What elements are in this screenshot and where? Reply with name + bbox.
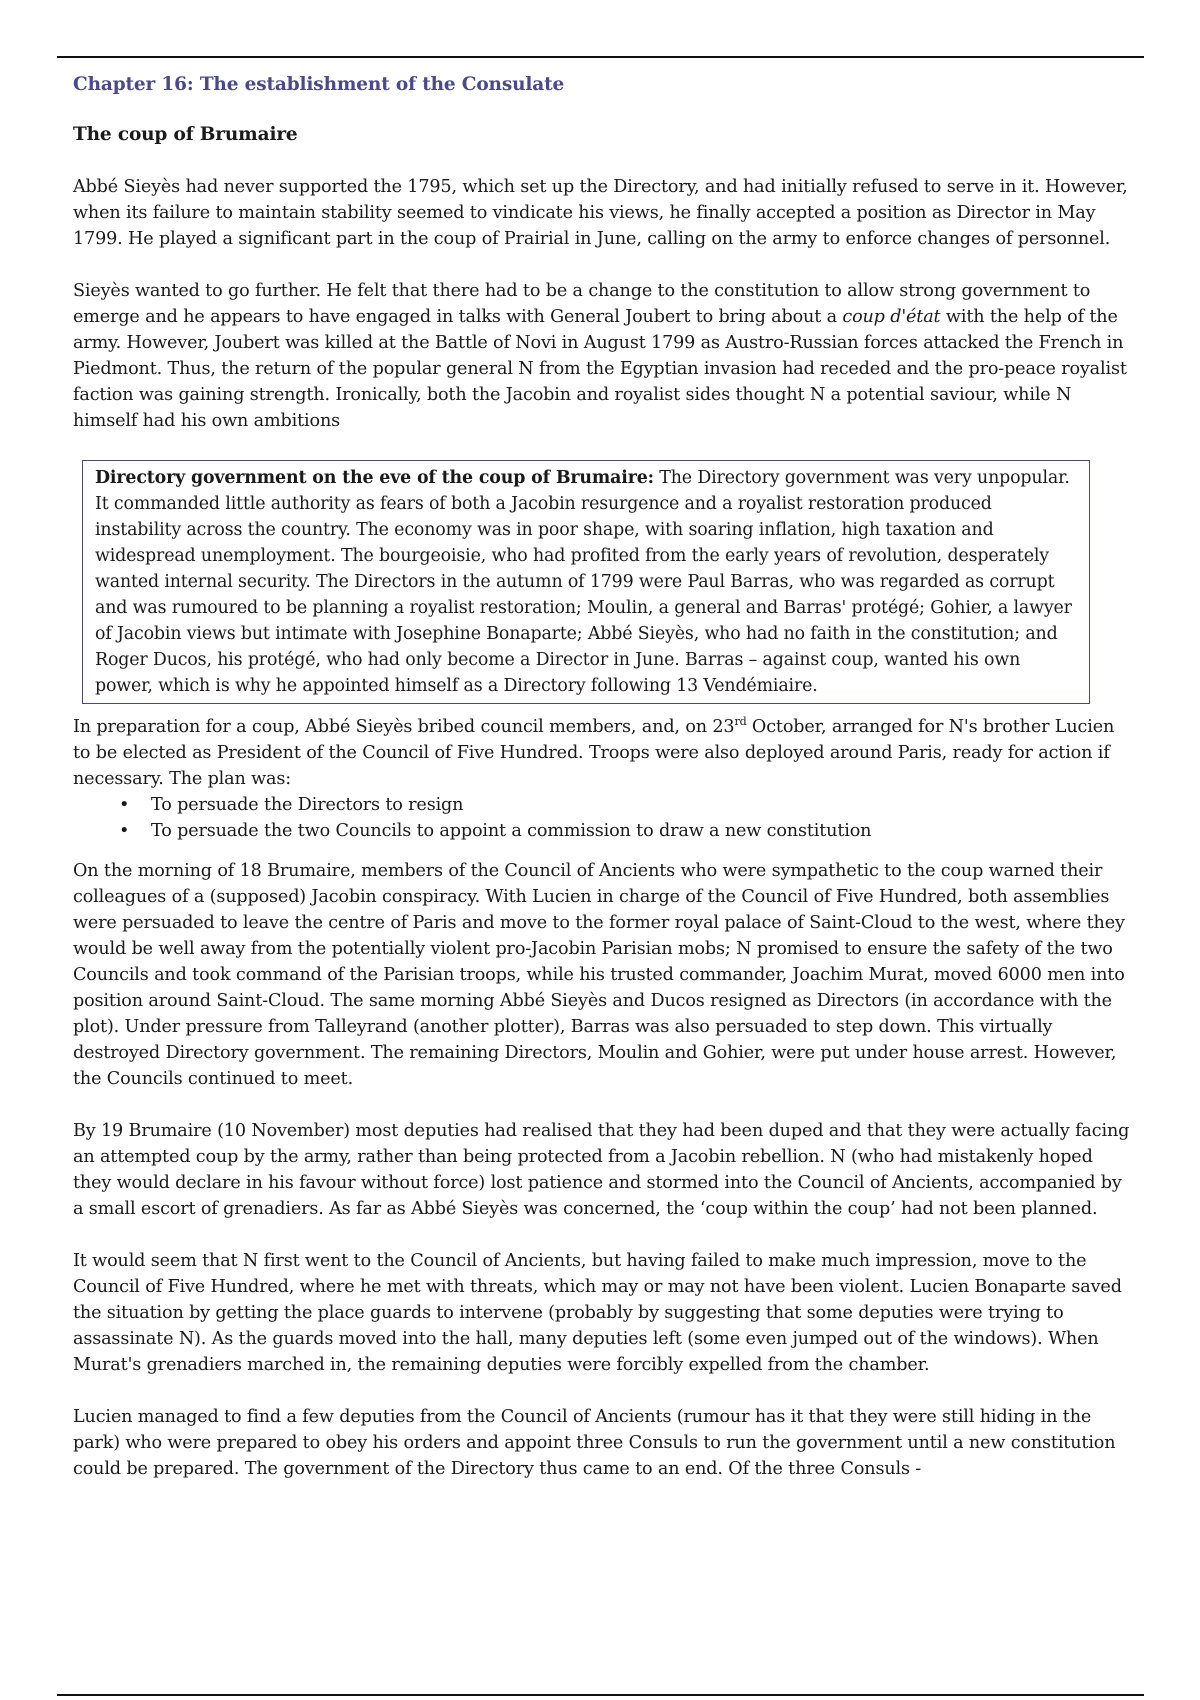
list-item-text: To persuade the two Councils to appoint a commission to draw a new constitution xyxy=(151,821,872,841)
paragraph-text: Sieyès wanted to go further. He felt that there had to be a change to the constitution to allow strong government to emerge and he appears to have engaged in talks with General Joubert to bring about a xyxy=(73,281,1091,327)
bullet-icon: • xyxy=(119,795,130,815)
paragraph-text: October, arranged for N's brother Lucien to be elected as President of the Council of Five Hundred. Troops were also deployed around Paris, ready for action if necessary. The plan was: xyxy=(73,717,1115,789)
ordinal-suffix: rd xyxy=(734,715,747,729)
top-rule xyxy=(57,56,1144,58)
paragraph-19-brumaire: By 19 Brumaire (10 November) most deputies had realised that they had been duped and that they were actually facing an attempted coup by the army, rather than being protected from a Jacobin rebellion. N (who had mistakenly hoped they would declare in his favour without force) lost patience and stormed into the Council of Ancients, accompanied by a small escort of grenadiers. As far as Abbé Sieyès was concerned, the ‘coup within the coup’ had not been planned. xyxy=(73,1121,1130,1219)
list-item xyxy=(119,792,1133,818)
section-title: The coup of Brumaire xyxy=(73,124,298,145)
italic-term: coup d'état xyxy=(842,307,941,327)
paragraph-18-brumaire: On the morning of 18 Brumaire, members of the Council of Ancients who were sympathetic to the coup warned their colleagues of a (supposed) Jacobin conspiracy. With Lucien in charge of the Council of Five Hundred, both assemblies were persuaded to leave the centre of Paris and move to the former royal palace of Saint-Cloud to the west, where they would be well away from the potentially violent pro-Jacobin Parisian mobs; N promised to ensure the safety of the two Councils and took command of the Parisian troops, while his trusted commander, Joachim Murat, moved 6000 men into position around Saint-Cloud. The same morning Abbé Sieyès and Ducos resigned as Directors (in accordance with the plot). Under pressure from Talleyrand (another plotter), Barras was also persuaded to step down. This virtually destroyed Directory government. The remaining Directors, Moulin and Gohier, were put under house arrest. However, the Councils continued to meet. xyxy=(73,861,1125,1089)
directory-info-box xyxy=(82,460,1090,704)
paragraph-councils: It would seem that N first went to the Council of Ancients, but having failed to make much impression, move to the Council of Five Hundred, where he met with threats, which may or may not have been violent. Lucien Bonaparte saved the situation by getting the place guards to intervene (probably by suggesting that some deputies were trying to assassinate N). As the guards moved into the hall, many deputies left (some even jumped out of the windows). When Murat's grenadiers marched in, the remaining deputies were forcibly expelled from the chamber. xyxy=(73,1251,1122,1375)
list-item xyxy=(119,818,1133,844)
box-text: The Directory government was very unpopular. It commanded little authority as fears of both a Jacobin resurgence and a royalist restoration produced instability across the country. The economy was in poor shape, with soaring inflation, high taxation and widespread unemployment. The bourgeoisie, who had profited from the early years of revolution, desperately wanted internal security. The Directors in the autumn of 1799 were Paul Barras, who was regarded as corrupt and was rumoured to be planning a royalist restoration; Moulin, a general and Barras' protégé; Gohier, a lawyer of Jacobin views but intimate with Josephine Bonaparte; Abbé Sieyès, who had no faith in the constitution; and Roger Ducos, his protégé, who had only become a Director in June. Barras – against coup, wanted his own power, which is why he appointed himself as a Directory following 13 Vendémiaire. xyxy=(95,468,1072,696)
paragraph-consuls: Lucien managed to find a few deputies from the Council of Ancients (rumour has it that they were still hiding in the park) who were prepared to obey his orders and appoint three Consuls to run the government until a new constitution could be prepared. The government of the Directory thus came to an end. Of the three Consuls - xyxy=(73,1407,1116,1479)
plan-list xyxy=(73,792,1133,844)
list-item-text: To persuade the Directors to resign xyxy=(151,795,464,815)
paragraph-coup-preparation xyxy=(73,714,1133,792)
paragraph-sieyes-plans xyxy=(73,278,1133,434)
bottom-rule xyxy=(57,1694,1144,1696)
paragraph-text: with the help of the army. However, Joubert was killed at the Battle of Novi in August 1799 as Austro-Russian forces attacked the French in Piedmont. Thus, the return of the popular general N from the Egyptian invasion had receded and the pro-peace royalist faction was gaining strength. Ironically, both the Jacobin and royalist sides thought N a potential saviour, while N himself had his own ambitions xyxy=(73,307,1127,431)
chapter-title: Chapter 16: The establishment of the Consulate xyxy=(73,74,565,95)
document-page xyxy=(73,68,1133,1482)
paragraph-text: In preparation for a coup, Abbé Sieyès bribed council members, and, on 23 xyxy=(73,717,735,737)
bullet-icon: • xyxy=(119,821,130,841)
paragraph-sieyes-background: Abbé Sieyès had never supported the 1795, which set up the Directory, and had initially refused to serve in it. However, when its failure to maintain stability seemed to vindicate his views, he finally accepted a position as Director in May 1799. He played a significant part in the coup of Prairial in June, calling on the army to enforce changes of personnel. xyxy=(73,177,1128,249)
box-title: Directory government on the eve of the coup of Brumaire: xyxy=(95,468,654,488)
